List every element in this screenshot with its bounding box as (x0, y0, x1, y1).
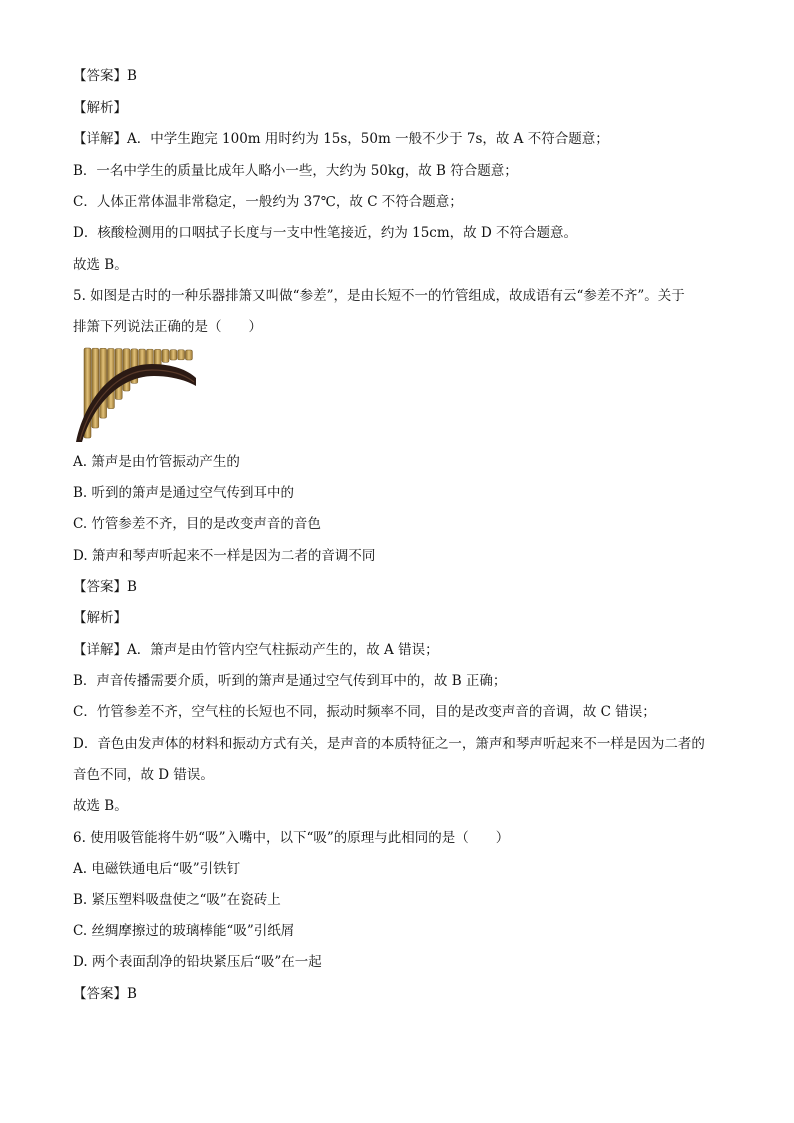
conclusion-q4: 故选 B。 (73, 257, 128, 273)
pan-flute-illustration (72, 342, 200, 444)
analysis-label-q5: 【解析】 (73, 610, 127, 626)
answer-label-q4: 【答案】B (73, 68, 137, 84)
detail-line-b-q4: B．一名中学生的质量比成年人略小一些，大约为 50kg，故 B 符合题意； (73, 163, 518, 179)
question-5-stem-line2: 排箫下列说法正确的是（ ） (73, 319, 262, 335)
answer-label-q5: 【答案】B (73, 579, 137, 595)
question-6-stem: 6. 使用吸管能将牛奶“吸”入嘴中，以下“吸”的原理与此相同的是（ ） (73, 830, 510, 846)
question-5-stem-line1: 5. 如图是古时的一种乐器排箫又叫做“参差”，是由长短不一的竹管组成，故成语有云“参差不齐”。关于 (73, 288, 685, 304)
question-6-option-d: D. 两个表面刮净的铅块紧压后“吸”在一起 (73, 954, 322, 970)
pan-flute-pipe (178, 350, 185, 360)
question-5-option-d: D. 箫声和琴声听起来不一样是因为二者的音调不同 (73, 548, 376, 564)
pan-flute-pipe (154, 349, 161, 366)
pan-flute-pipe (162, 350, 169, 363)
pan-flute-pipe (100, 348, 107, 418)
analysis-label-q4: 【解析】 (73, 100, 127, 116)
pan-flute-pipe (185, 350, 192, 360)
detail-line-c-q5: C．竹管参差不齐，空气柱的长短也不同，振动时频率不同，目的是改变声音的音调，故 C 错误； (73, 704, 656, 720)
detail-line-d-q4: D．核酸检测用的口咽拭子长度与一支中性笔接近，约为 15cm，故 D 不符合题意。 (73, 225, 578, 241)
question-5-option-a: A. 箫声是由竹管振动产生的 (73, 454, 240, 470)
pan-flute-pipe (170, 350, 177, 360)
detail-line-d-q5: D．音色由发声体的材料和振动方式有关，是声音的本质特征之一，箫声和琴声听起来不一样是因为二者的 (73, 736, 705, 752)
detail-line-c-q4: C．人体正常体温非常稳定，一般约为 37℃，故 C 不符合题意； (73, 194, 463, 210)
pan-flute-image (72, 342, 200, 444)
answer-label-q6: 【答案】B (73, 986, 137, 1002)
question-6-option-a: A. 电磁铁通电后“吸”引铁钉 (73, 861, 241, 877)
question-5-option-b: B. 听到的箫声是通过空气传到耳中的 (73, 485, 295, 501)
question-5-option-c: C. 竹管参差不齐，目的是改变声音的音色 (73, 516, 321, 532)
detail-line-b-q5: B．声音传播需要介质，听到的箫声是通过空气传到耳中的，故 B 正确； (73, 673, 507, 689)
detail-line-a-q5: 【详解】A．箫声是由竹管内空气柱振动产生的，故 A 错误； (73, 642, 439, 658)
question-6-option-c: C. 丝绸摩擦过的玻璃棒能“吸”引纸屑 (73, 923, 295, 939)
conclusion-q5: 故选 B。 (73, 798, 128, 814)
detail-line-d-cont-q5: 音色不同，故 D 错误。 (73, 767, 214, 783)
detail-line-a-q4: 【详解】A．中学生跑完 100m 用时约为 15s，50m 一般不少于 7s，故 A 不符合题意； (73, 131, 609, 147)
question-6-option-b: B. 紧压塑料吸盘使之“吸”在瓷砖上 (73, 892, 281, 908)
